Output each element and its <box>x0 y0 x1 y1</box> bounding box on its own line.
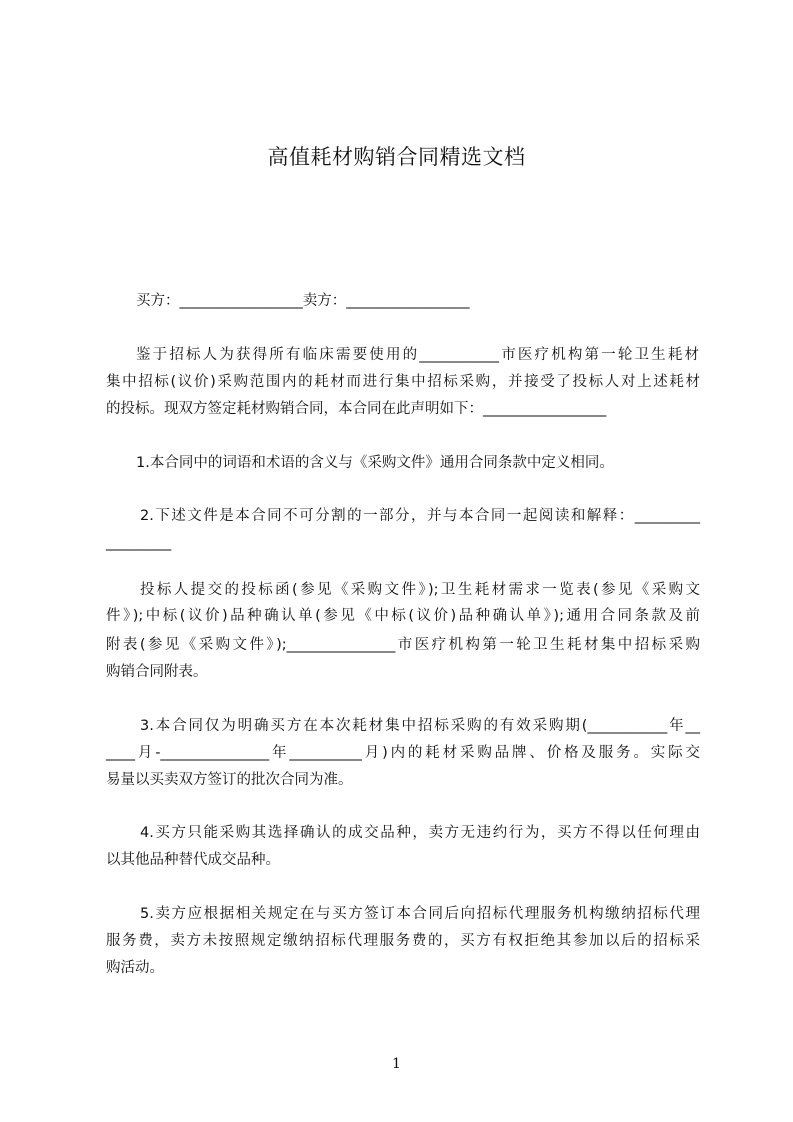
clause-3-line-2: ____月-_______________年__________月)内的耗材采购品牌、价格及服务。实际交 <box>106 745 700 761</box>
attachments-line-3: 附表(参见《采购文件》);_______________市医疗机构第一轮卫生耗材集中招标采购 <box>106 637 700 653</box>
clause-5-line-1: 5.卖方应根据相关规定在与买方签订本合同后向招标代理服务机构缴纳招标代理 <box>140 906 700 922</box>
document-title: 高值耗材购销合同精选文档 <box>267 145 526 169</box>
clause-5-line-3: 购活动。 <box>106 960 164 976</box>
clause-1-line-1: 1.本合同中的词语和术语的含义与《采购文件》通用合同条款中定义相同。 <box>136 455 614 471</box>
clause-4-line-1: 4.买方只能采购其选择确认的成交品种，卖方无违约行为，买方不得以任何理由 <box>140 825 700 841</box>
clause-3-line-3: 易量以买卖双方签订的批次合同为准。 <box>106 772 353 788</box>
page-number: 1 <box>392 1056 401 1072</box>
clause-5-line-2: 服务费，卖方未按照规定缴纳招标代理服务费的，买方有权拒绝其参加以后的招标采 <box>106 933 700 949</box>
attachments-line-1: 投标人提交的投标函(参见《采购文件》);卫生耗材需求一览表(参见《采购文 <box>140 582 700 598</box>
preamble-line-1: 鉴于招标人为获得所有临床需要使用的___________市医疗机构第一轮卫生耗材 <box>136 347 699 363</box>
attachments-line-2: 件》);中标(议价)品种确认单(参见《中标(议价)品种确认单》);通用合同条款及前 <box>106 608 700 624</box>
preamble-line-3: 的投标。现双方签定耗材购销合同，本合同在此声明如下：_________________ <box>106 401 607 417</box>
attachments-line-4: 购销合同附表。 <box>106 664 208 680</box>
clause-2-line-2: _________ <box>106 535 172 551</box>
buyer-seller-line: 买方：_________________卖方：_________________ <box>136 293 470 309</box>
clause-3-line-1: 3.本合同仅为明确买方在本次耗材集中招标采购的有效采购期(___________年__ <box>140 718 700 734</box>
clause-4-line-2: 以其他品种替代成交品种。 <box>106 852 280 868</box>
clause-2-line-1: 2.下述文件是本合同不可分割的一部分，并与本合同一起阅读和解释：_________ <box>140 508 700 524</box>
preamble-line-2: 集中招标(议价)采购范围内的耗材而进行集中招标采购，并接受了投标人对上述耗材 <box>106 374 700 390</box>
